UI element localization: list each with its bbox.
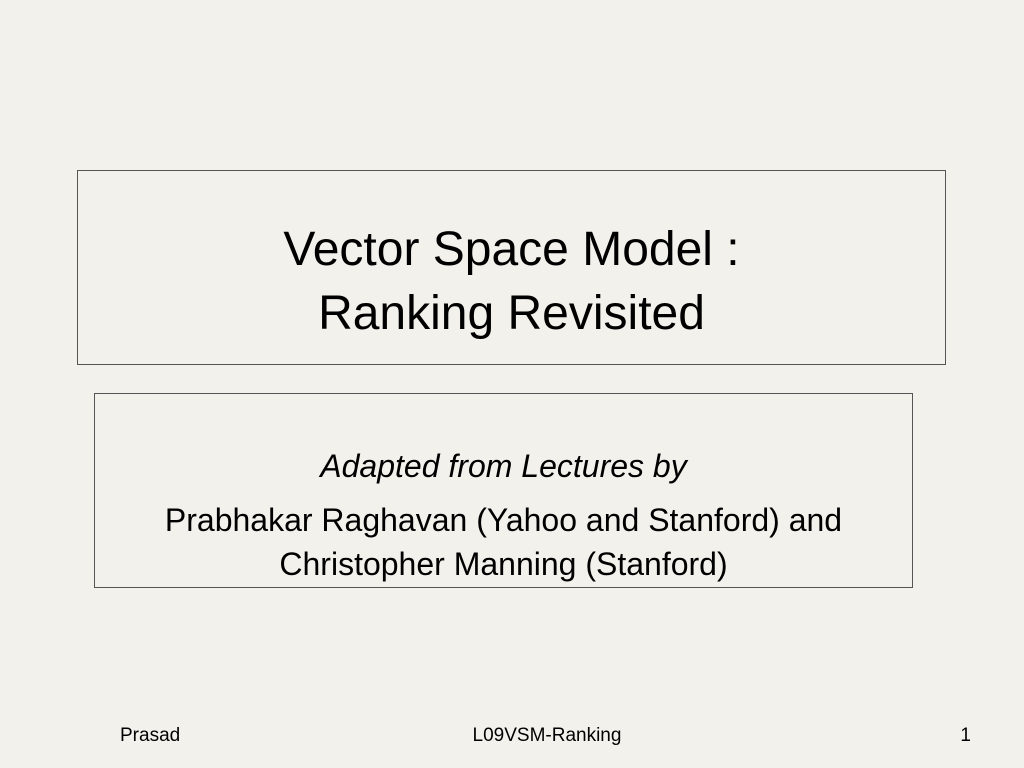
slide-title-line-2: Ranking Revisited xyxy=(318,286,705,340)
subtitle-intro: Adapted from Lectures by xyxy=(320,448,687,484)
subtitle-authors-line-1: Prabhakar Raghavan (Yahoo and Stanford) and xyxy=(164,502,843,538)
footer-page-number: 1 xyxy=(960,725,971,746)
title-box xyxy=(77,170,946,365)
footer-author: Prasad xyxy=(120,725,181,746)
slide-title-line-1: Vector Space Model : xyxy=(283,222,740,276)
subtitle-authors-line-2: Christopher Manning (Stanford) xyxy=(279,546,728,582)
subtitle-box xyxy=(94,393,913,588)
footer-lecture-name: L09VSM-Ranking xyxy=(472,725,622,746)
